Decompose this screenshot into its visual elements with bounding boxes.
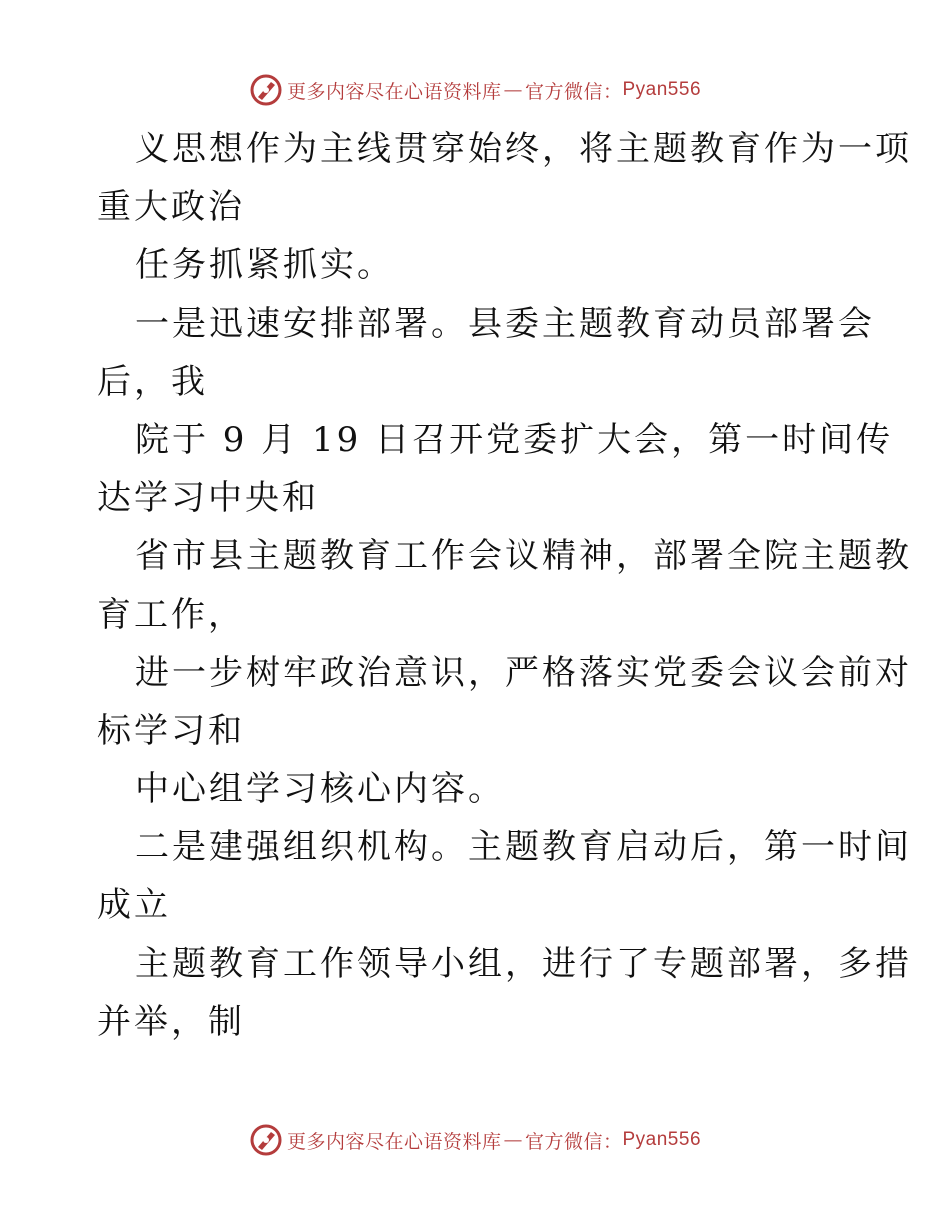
text-line: 二是建强组织机构。主题教育启动后，第一时间 [135, 827, 912, 868]
watermark-text: 更多内容尽在心语资料库 [286, 1130, 502, 1153]
header-watermark [0, 70, 950, 110]
watermark-suffix: 官方微信： [524, 80, 623, 103]
watermark-suffix: 官方微信： [524, 1130, 623, 1153]
footer-watermark [0, 1120, 950, 1160]
watermark-wechat-id: Pyan556 [622, 1129, 702, 1150]
text-line: 达学习中央和 [97, 478, 319, 519]
text-line: 院于 9 月 19 日召开党委扩大会，第一时间传 [135, 419, 894, 460]
document-body [97, 120, 912, 1051]
text-line: 育工作， [97, 594, 245, 635]
text-line: 省市县主题教育工作会议精神，部署全院主题教 [135, 536, 912, 577]
text-line: 并举，制 [97, 1001, 245, 1042]
text-line: 后，我 [97, 361, 208, 402]
text-line: 中心组学习核心内容。 [135, 769, 505, 810]
watermark-separator: — [503, 79, 523, 101]
text-line: 任务抓紧抓实。 [135, 245, 394, 286]
quill-pen-logo-icon [249, 73, 283, 107]
watermark-wechat-id: Pyan556 [622, 79, 702, 100]
watermark-text: 更多内容尽在心语资料库 [286, 80, 502, 103]
quill-pen-logo-icon [249, 1123, 283, 1157]
watermark-separator: — [503, 1129, 523, 1151]
text-line: 成立 [97, 885, 171, 926]
text-line: 主题教育工作领导小组，进行了专题部署，多措 [135, 943, 912, 984]
text-line: 一是迅速安排部署。县委主题教育动员部署会 [135, 303, 875, 344]
text-line: 标学习和 [97, 710, 245, 751]
text-line: 进一步树牢政治意识，严格落实党委会议会前对 [135, 652, 912, 693]
text-line: 义思想作为主线贯穿始终，将主题教育作为一项 [135, 129, 912, 169]
text-line: 重大政治 [97, 187, 245, 228]
